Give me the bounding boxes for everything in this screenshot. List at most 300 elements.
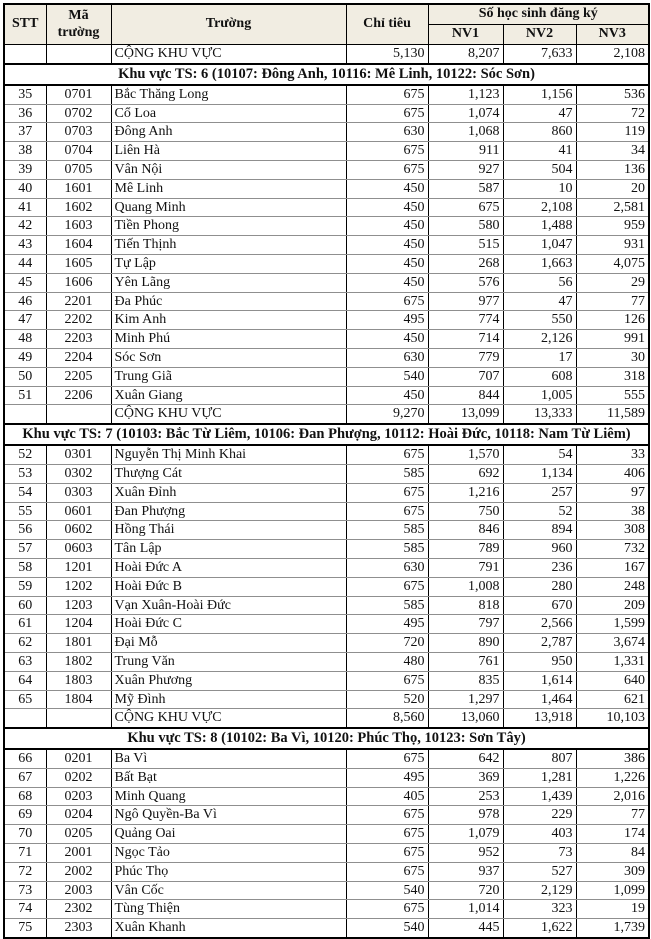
nv1-cell: 937: [428, 862, 503, 881]
school-code-cell: 2201: [46, 292, 111, 311]
school-name-cell: Minh Quang: [111, 787, 346, 806]
col-header-nv3: NV3: [576, 25, 649, 45]
school-name-cell: Kim Anh: [111, 311, 346, 330]
stt-cell: [4, 45, 46, 64]
nv1-cell: 576: [428, 273, 503, 292]
nv1-cell: 774: [428, 311, 503, 330]
nv3-cell: 536: [576, 85, 649, 104]
nv3-cell: 1,599: [576, 615, 649, 634]
school-code-cell: 1804: [46, 690, 111, 709]
col-header-nv2: NV2: [503, 25, 576, 45]
table-row: [4, 386, 649, 405]
nv1-cell: 1,068: [428, 123, 503, 142]
stt-cell: 44: [4, 254, 46, 273]
quota-cell: 675: [346, 862, 428, 881]
nv3-cell: 3,674: [576, 634, 649, 653]
nv3-cell: 2,108: [576, 45, 649, 64]
stt-cell: 68: [4, 787, 46, 806]
school-name-cell: Cổ Loa: [111, 104, 346, 123]
school-code-cell: 0603: [46, 540, 111, 559]
school-name-cell: Hoài Đức C: [111, 615, 346, 634]
stt-cell: 36: [4, 104, 46, 123]
school-name-cell: Xuân Phương: [111, 671, 346, 690]
nv1-cell: 1,570: [428, 445, 503, 464]
stt-cell: [4, 709, 46, 728]
school-name-cell: Vân Cốc: [111, 881, 346, 900]
table-row: [4, 862, 649, 881]
nv2-cell: 403: [503, 825, 576, 844]
stt-cell: 67: [4, 768, 46, 787]
nv1-cell: 750: [428, 502, 503, 521]
stt-cell: 35: [4, 85, 46, 104]
quota-cell: 675: [346, 160, 428, 179]
table-row: [4, 236, 649, 255]
stt-cell: 52: [4, 445, 46, 464]
table-row: [4, 615, 649, 634]
nv3-cell: 2,016: [576, 787, 649, 806]
nv1-cell: 835: [428, 671, 503, 690]
school-name-cell: Mỹ Đình: [111, 690, 346, 709]
nv3-cell: 991: [576, 330, 649, 349]
school-name-cell: Xuân Giang: [111, 386, 346, 405]
nv1-cell: 1,014: [428, 900, 503, 919]
summary-label-cell: CỘNG KHU VỰC: [111, 405, 346, 424]
school-code-cell: 1803: [46, 671, 111, 690]
nv3-cell: 10,103: [576, 709, 649, 728]
summary-label-cell: CỘNG KHU VỰC: [111, 709, 346, 728]
stt-cell: 70: [4, 825, 46, 844]
school-code-cell: 1602: [46, 198, 111, 217]
school-code-cell: 2003: [46, 881, 111, 900]
section-header-label: Khu vực TS: 6 (10107: Đông Anh, 10116: Mê Linh, 10122: Sóc Sơn): [4, 64, 649, 85]
summary-row: [4, 709, 649, 728]
nv1-cell: 1,297: [428, 690, 503, 709]
nv2-cell: 323: [503, 900, 576, 919]
nv1-cell: 445: [428, 919, 503, 938]
school-name-cell: Hồng Thái: [111, 521, 346, 540]
nv1-cell: 587: [428, 179, 503, 198]
section-row: [4, 728, 649, 749]
quota-cell: 585: [346, 540, 428, 559]
nv3-cell: 97: [576, 483, 649, 502]
table-row: [4, 179, 649, 198]
quota-cell: 450: [346, 198, 428, 217]
nv2-cell: 1,005: [503, 386, 576, 405]
school-name-cell: Tiến Thịnh: [111, 236, 346, 255]
table-row: [4, 483, 649, 502]
nv2-cell: 54: [503, 445, 576, 464]
stt-cell: 50: [4, 367, 46, 386]
stt-cell: [4, 405, 46, 424]
nv2-cell: 47: [503, 292, 576, 311]
stt-cell: 69: [4, 806, 46, 825]
table-row: [4, 292, 649, 311]
table-row: [4, 142, 649, 161]
quota-cell: 675: [346, 825, 428, 844]
school-code-cell: 0301: [46, 445, 111, 464]
nv1-cell: 911: [428, 142, 503, 161]
nv3-cell: 33: [576, 445, 649, 464]
school-code-cell: 0704: [46, 142, 111, 161]
quota-cell: 630: [346, 558, 428, 577]
nv1-cell: 13,099: [428, 405, 503, 424]
nv2-cell: 7,633: [503, 45, 576, 64]
school-name-cell: Trung Giã: [111, 367, 346, 386]
nv2-cell: 41: [503, 142, 576, 161]
nv3-cell: 209: [576, 596, 649, 615]
nv1-cell: 791: [428, 558, 503, 577]
school-code-cell: 2202: [46, 311, 111, 330]
nv2-cell: 1,464: [503, 690, 576, 709]
table-row: [4, 330, 649, 349]
school-name-cell: Đại Mỗ: [111, 634, 346, 653]
table-row: [4, 273, 649, 292]
quota-cell: 720: [346, 634, 428, 653]
section-row: [4, 64, 649, 85]
table-row: [4, 844, 649, 863]
school-code-cell: 1204: [46, 615, 111, 634]
table-row: [4, 558, 649, 577]
summary-row: [4, 45, 649, 64]
nv3-cell: 167: [576, 558, 649, 577]
table-row: [4, 445, 649, 464]
nv1-cell: 978: [428, 806, 503, 825]
school-code-cell: 0701: [46, 85, 111, 104]
table-row: [4, 634, 649, 653]
nv1-cell: 779: [428, 348, 503, 367]
nv3-cell: 11,589: [576, 405, 649, 424]
nv1-cell: 675: [428, 198, 503, 217]
nv3-cell: 2,581: [576, 198, 649, 217]
nv2-cell: 550: [503, 311, 576, 330]
table-row: [4, 160, 649, 179]
stt-cell: 42: [4, 217, 46, 236]
nv2-cell: 2,126: [503, 330, 576, 349]
nv1-cell: 1,079: [428, 825, 503, 844]
table-row: [4, 919, 649, 938]
nv2-cell: 670: [503, 596, 576, 615]
school-code-cell: 2303: [46, 919, 111, 938]
nv1-cell: 890: [428, 634, 503, 653]
quota-cell: 405: [346, 787, 428, 806]
quota-cell: 520: [346, 690, 428, 709]
quota-cell: 585: [346, 464, 428, 483]
table-row: [4, 502, 649, 521]
school-code-cell: 2203: [46, 330, 111, 349]
school-name-cell: Yên Lãng: [111, 273, 346, 292]
school-name-cell: Quang Minh: [111, 198, 346, 217]
nv2-cell: 56: [503, 273, 576, 292]
summary-label-cell: CỘNG KHU VỰC: [111, 45, 346, 64]
admissions-table: [3, 3, 650, 939]
section-row: [4, 424, 649, 445]
table-row: [4, 881, 649, 900]
quota-cell: 450: [346, 254, 428, 273]
table-header: [4, 4, 649, 45]
nv2-cell: 236: [503, 558, 576, 577]
school-name-cell: Vân Nội: [111, 160, 346, 179]
table-row: [4, 671, 649, 690]
school-code-cell: 0205: [46, 825, 111, 844]
table-row: [4, 825, 649, 844]
stt-cell: 46: [4, 292, 46, 311]
nv2-cell: 807: [503, 749, 576, 768]
school-code-cell: 2206: [46, 386, 111, 405]
header-row-top: [4, 4, 649, 25]
nv1-cell: 369: [428, 768, 503, 787]
school-code-cell: [46, 709, 111, 728]
school-code-cell: 0201: [46, 749, 111, 768]
school-code-cell: 1801: [46, 634, 111, 653]
quota-cell: 675: [346, 502, 428, 521]
nv2-cell: 13,918: [503, 709, 576, 728]
nv2-cell: 2,108: [503, 198, 576, 217]
quota-cell: 495: [346, 768, 428, 787]
quota-cell: 675: [346, 104, 428, 123]
school-name-cell: Vạn Xuân-Hoài Đức: [111, 596, 346, 615]
table-row: [4, 217, 649, 236]
nv2-cell: 280: [503, 577, 576, 596]
quota-cell: 675: [346, 85, 428, 104]
nv1-cell: 707: [428, 367, 503, 386]
nv1-cell: 952: [428, 844, 503, 863]
school-name-cell: Nguyễn Thị Minh Khai: [111, 445, 346, 464]
nv2-cell: 2,129: [503, 881, 576, 900]
nv1-cell: 13,060: [428, 709, 503, 728]
nv1-cell: 846: [428, 521, 503, 540]
quota-cell: 450: [346, 386, 428, 405]
nv2-cell: 13,333: [503, 405, 576, 424]
school-code-cell: 2001: [46, 844, 111, 863]
school-name-cell: Tiền Phong: [111, 217, 346, 236]
school-code-cell: 2302: [46, 900, 111, 919]
section-header-label: Khu vực TS: 8 (10102: Ba Vì, 10120: Phúc Thọ, 10123: Sơn Tây): [4, 728, 649, 749]
nv3-cell: 126: [576, 311, 649, 330]
nv3-cell: 406: [576, 464, 649, 483]
school-code-cell: 0601: [46, 502, 111, 521]
nv3-cell: 84: [576, 844, 649, 863]
quota-cell: 675: [346, 806, 428, 825]
table-row: [4, 123, 649, 142]
school-code-cell: 1605: [46, 254, 111, 273]
nv1-cell: 720: [428, 881, 503, 900]
table-row: [4, 464, 649, 483]
quota-cell: 450: [346, 236, 428, 255]
stt-cell: 63: [4, 652, 46, 671]
school-code-cell: 2002: [46, 862, 111, 881]
school-name-cell: Thượng Cát: [111, 464, 346, 483]
quota-cell: 585: [346, 596, 428, 615]
table-row: [4, 540, 649, 559]
stt-cell: 73: [4, 881, 46, 900]
school-name-cell: Hoài Đức A: [111, 558, 346, 577]
nv3-cell: 318: [576, 367, 649, 386]
table-row: [4, 806, 649, 825]
nv2-cell: 960: [503, 540, 576, 559]
admissions-table-wrap: [3, 3, 648, 939]
table-row: [4, 577, 649, 596]
stt-cell: 40: [4, 179, 46, 198]
nv1-cell: 580: [428, 217, 503, 236]
quota-cell: 675: [346, 749, 428, 768]
table-row: [4, 521, 649, 540]
quota-cell: 675: [346, 577, 428, 596]
table-row: [4, 348, 649, 367]
nv2-cell: 1,439: [503, 787, 576, 806]
nv1-cell: 977: [428, 292, 503, 311]
school-code-cell: 1203: [46, 596, 111, 615]
nv1-cell: 818: [428, 596, 503, 615]
nv2-cell: 52: [503, 502, 576, 521]
school-name-cell: Đông Anh: [111, 123, 346, 142]
school-code-cell: 1601: [46, 179, 111, 198]
nv3-cell: 1,226: [576, 768, 649, 787]
nv2-cell: 10: [503, 179, 576, 198]
nv1-cell: 692: [428, 464, 503, 483]
nv2-cell: 1,134: [503, 464, 576, 483]
quota-cell: 480: [346, 652, 428, 671]
stt-cell: 48: [4, 330, 46, 349]
stt-cell: 58: [4, 558, 46, 577]
nv3-cell: 20: [576, 179, 649, 198]
stt-cell: 53: [4, 464, 46, 483]
nv2-cell: 608: [503, 367, 576, 386]
quota-cell: 450: [346, 330, 428, 349]
school-name-cell: Quảng Oai: [111, 825, 346, 844]
stt-cell: 61: [4, 615, 46, 634]
table-body: [4, 45, 649, 939]
school-code-cell: 0602: [46, 521, 111, 540]
nv3-cell: 136: [576, 160, 649, 179]
school-name-cell: Xuân Đỉnh: [111, 483, 346, 502]
stt-cell: 51: [4, 386, 46, 405]
nv3-cell: 30: [576, 348, 649, 367]
school-name-cell: Ngô Quyền-Ba Vì: [111, 806, 346, 825]
nv3-cell: 732: [576, 540, 649, 559]
nv1-cell: 515: [428, 236, 503, 255]
school-code-cell: 1201: [46, 558, 111, 577]
nv1-cell: 642: [428, 749, 503, 768]
col-header-nv1: NV1: [428, 25, 503, 45]
quota-cell: 495: [346, 311, 428, 330]
school-code-cell: [46, 405, 111, 424]
nv1-cell: 268: [428, 254, 503, 273]
school-name-cell: Ba Vì: [111, 749, 346, 768]
school-code-cell: 2205: [46, 367, 111, 386]
col-header-school-code: Mã trường: [46, 4, 111, 45]
quota-cell: 9,270: [346, 405, 428, 424]
summary-row: [4, 405, 649, 424]
nv3-cell: 77: [576, 292, 649, 311]
nv1-cell: 844: [428, 386, 503, 405]
nv3-cell: 640: [576, 671, 649, 690]
nv2-cell: 229: [503, 806, 576, 825]
col-header-quota: Chỉ tiêu: [346, 4, 428, 45]
stt-cell: 59: [4, 577, 46, 596]
quota-cell: 8,560: [346, 709, 428, 728]
school-code-cell: 1603: [46, 217, 111, 236]
table-row: [4, 690, 649, 709]
nv3-cell: 959: [576, 217, 649, 236]
school-code-cell: 1202: [46, 577, 111, 596]
quota-cell: 540: [346, 367, 428, 386]
school-code-cell: 0204: [46, 806, 111, 825]
nv1-cell: 714: [428, 330, 503, 349]
stt-cell: 54: [4, 483, 46, 502]
quota-cell: 675: [346, 142, 428, 161]
school-code-cell: [46, 45, 111, 64]
school-code-cell: 0303: [46, 483, 111, 502]
stt-cell: 43: [4, 236, 46, 255]
table-row: [4, 367, 649, 386]
nv3-cell: 621: [576, 690, 649, 709]
nv1-cell: 1,074: [428, 104, 503, 123]
quota-cell: 450: [346, 217, 428, 236]
nv3-cell: 308: [576, 521, 649, 540]
quota-cell: 675: [346, 445, 428, 464]
col-header-registered-group: Số học sinh đăng ký: [428, 4, 649, 25]
col-header-school-name: Trường: [111, 4, 346, 45]
quota-cell: 675: [346, 844, 428, 863]
school-name-cell: Liên Hà: [111, 142, 346, 161]
school-name-cell: Ngọc Tảo: [111, 844, 346, 863]
school-name-cell: Tự Lập: [111, 254, 346, 273]
stt-cell: 37: [4, 123, 46, 142]
school-name-cell: Đa Phúc: [111, 292, 346, 311]
school-code-cell: 0703: [46, 123, 111, 142]
stt-cell: 60: [4, 596, 46, 615]
nv2-cell: 1,047: [503, 236, 576, 255]
stt-cell: 57: [4, 540, 46, 559]
stt-cell: 66: [4, 749, 46, 768]
nv2-cell: 1,488: [503, 217, 576, 236]
nv2-cell: 257: [503, 483, 576, 502]
quota-cell: 540: [346, 919, 428, 938]
school-name-cell: Đan Phượng: [111, 502, 346, 521]
table-row: [4, 85, 649, 104]
nv2-cell: 504: [503, 160, 576, 179]
stt-cell: 71: [4, 844, 46, 863]
stt-cell: 55: [4, 502, 46, 521]
nv3-cell: 19: [576, 900, 649, 919]
nv2-cell: 527: [503, 862, 576, 881]
school-name-cell: Xuân Khanh: [111, 919, 346, 938]
school-name-cell: Tùng Thiện: [111, 900, 346, 919]
nv3-cell: 29: [576, 273, 649, 292]
nv1-cell: 253: [428, 787, 503, 806]
nv2-cell: 1,622: [503, 919, 576, 938]
school-name-cell: Minh Phú: [111, 330, 346, 349]
table-row: [4, 596, 649, 615]
quota-cell: 675: [346, 671, 428, 690]
quota-cell: 675: [346, 483, 428, 502]
stt-cell: 56: [4, 521, 46, 540]
stt-cell: 62: [4, 634, 46, 653]
table-row: [4, 787, 649, 806]
school-name-cell: Tân Lập: [111, 540, 346, 559]
quota-cell: 675: [346, 900, 428, 919]
stt-cell: 39: [4, 160, 46, 179]
table-row: [4, 900, 649, 919]
nv3-cell: 119: [576, 123, 649, 142]
nv3-cell: 248: [576, 577, 649, 596]
nv1-cell: 8,207: [428, 45, 503, 64]
quota-cell: 450: [346, 179, 428, 198]
table-row: [4, 749, 649, 768]
stt-cell: 45: [4, 273, 46, 292]
stt-cell: 74: [4, 900, 46, 919]
nv2-cell: 73: [503, 844, 576, 863]
